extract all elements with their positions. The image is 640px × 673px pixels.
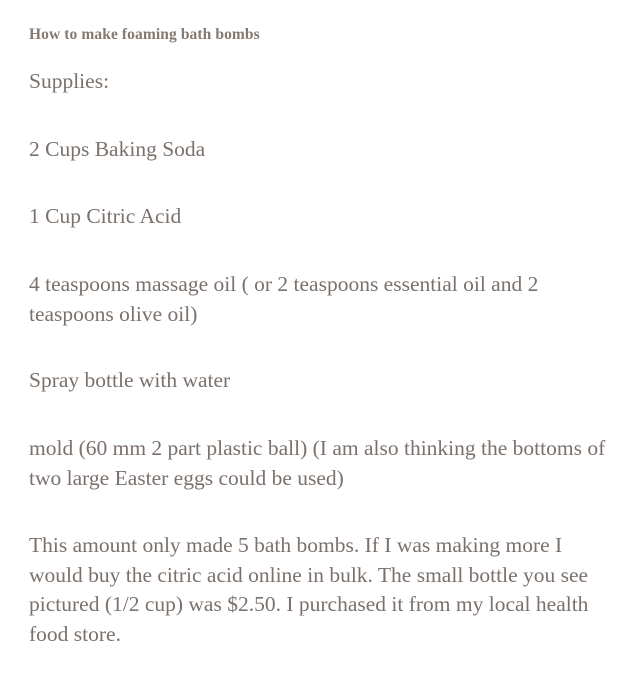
supplies-heading: Supplies: <box>29 69 110 93</box>
cost-note: This amount only made 5 bath bombs. If I was making more I would buy the citric acid online in bulk. The small bottle you see pictured (1/2 cup) was $2.50. I purchased it from my local health food store. <box>29 533 589 646</box>
page-title: How to make foaming bath bombs <box>29 26 260 43</box>
supply-item-mold: mold (60 mm 2 part plastic ball) (I am also thinking the bottoms of two large Easter eggs could be used) <box>29 436 606 490</box>
supply-item-oil: 4 teaspoons massage oil ( or 2 teaspoons essential oil and 2 teaspoons olive oil) <box>29 272 539 326</box>
supply-item-spray-bottle: Spray bottle with water <box>29 368 231 392</box>
supply-item-baking-soda: 2 Cups Baking Soda <box>29 137 206 161</box>
supply-item-citric-acid: 1 Cup Citric Acid <box>29 204 182 228</box>
